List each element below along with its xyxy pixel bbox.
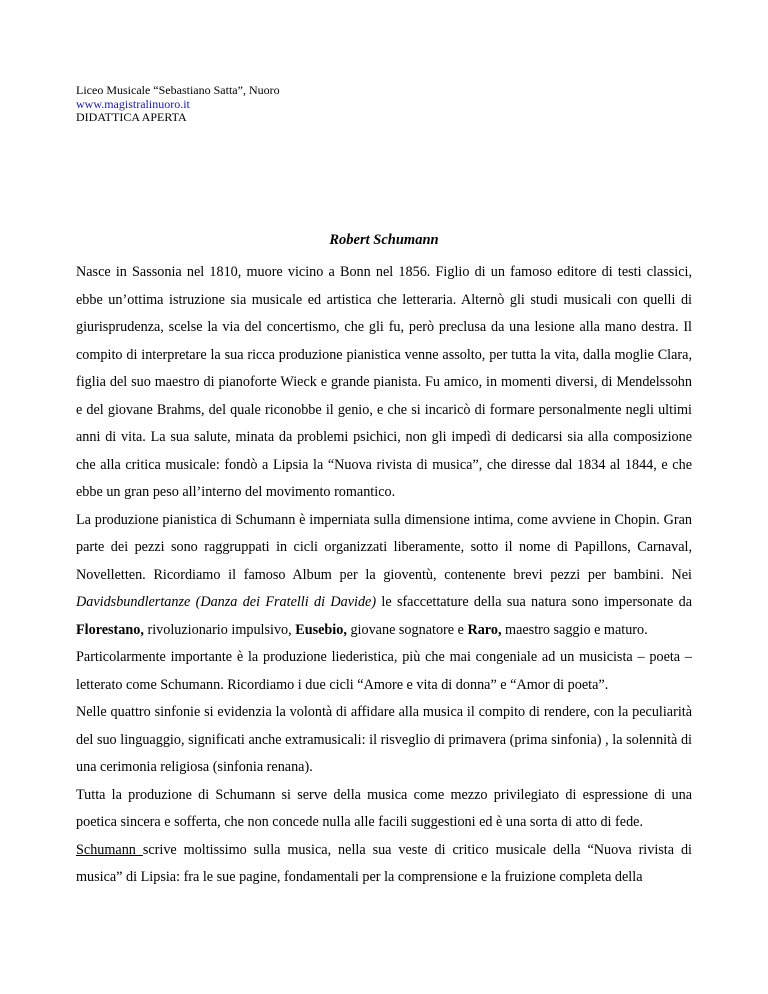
school-name: Liceo Musicale “Sebastiano Satta”, Nuoro: [76, 83, 280, 97]
character-name: Florestano,: [76, 621, 144, 638]
paragraph-piano-works: La produzione pianistica di Schumann è imperniata sulla dimensione intima, come avviene in Chopin. Gran parte dei pezzi sono raggruppati in cicli organizzati liberamente, sotto il nome di Papillons, Carnaval, Novelletten. Ricordiamo il famoso Album per la gioventù, contenente brevi pezzi per bambini. Nei Davidsbundlertanze (Danza dei Fratelli di Davide) le sfaccettature della sua natura sono impersonate da Florestano, rivoluzionario impulsivo, Eusebio, giovane sognatore e Raro, maestro saggio e maturo.: [76, 511, 692, 638]
work-title: Davidsbundlertanze (Danza dei Fratelli di Davide): [76, 594, 377, 610]
website-link[interactable]: www.magistralinuoro.it: [76, 96, 190, 111]
paragraph-symphonies: Nelle quattro sinfonie si evidenzia la volontà di affidare alla musica il compito di rendere, con la peculiarità del suo linguaggio, significati anche extramusicali: il risveglio di primavera (prima sinfonia) , la solennità di una cerimonia religiosa (sinfonia renana).: [76, 704, 692, 775]
paragraph-poetics: Tutta la produzione di Schumann si serve della musica come mezzo privilegiato di espressione di una poetica sincera e sofferta, che non concede nulla alle facili suggestioni ed è una sorta di atto di fede.: [76, 786, 692, 830]
section-label: DIDATTICA APERTA: [76, 110, 187, 124]
article-body: [76, 259, 692, 892]
page-title: Robert Schumann: [329, 232, 439, 248]
paragraph-biography: Nasce in Sassonia nel 1810, muore vicino a Bonn nel 1856. Figlio di un famoso editore di testi classici, ebbe un’ottima istruzione sia musicale ed artistica che letteraria. Alternò gli studi musicali con quelli di giurisprudenza, scelse la via del concertismo, che gli fu, però preclusa da una lesione alla mano destra. Il compito di interpretare la sua ricca produzione pianistica venne assolto, per tutta la vita, dalla moglie Clara, figlia del suo maestro di pianoforte Wieck e grande pianista. Fu amico, in momenti diversi, di Mendelssohn e del giovane Brahms, del quale riconobbe il genio, e che si incaricò di formare personalmente negli ultimi anni di vita. La sua salute, minata da problemi psichici, non gli impedì di dedicarsi sia alla composizione che alla critica musicale: fondò a Lipsia la “Nuova rivista di musica”, che diresse dal 1834 al 1844, e che ebbe un gran peso all’interno del movimento romantico.: [76, 264, 692, 500]
document-header: [76, 84, 280, 125]
underlined-name: Schumann: [76, 841, 143, 858]
paragraph-lieder: Particolarmente importante è la produzione liederistica, più che mai congeniale ad un musicista – poeta – letterato come Schumann. Ricordiamo i due cicli “Amore e vita di donna” e “Amor di poeta”.: [76, 649, 692, 693]
paragraph-criticism: Schumann scrive moltissimo sulla musica, nella sua veste di critico musicale della “Nuova rivista di musica” di Lipsia: fra le sue pagine, fondamentali per la comprensione e la fruizione completa della: [76, 841, 692, 885]
character-name: Eusebio,: [295, 621, 347, 638]
character-name: Raro,: [467, 621, 502, 638]
